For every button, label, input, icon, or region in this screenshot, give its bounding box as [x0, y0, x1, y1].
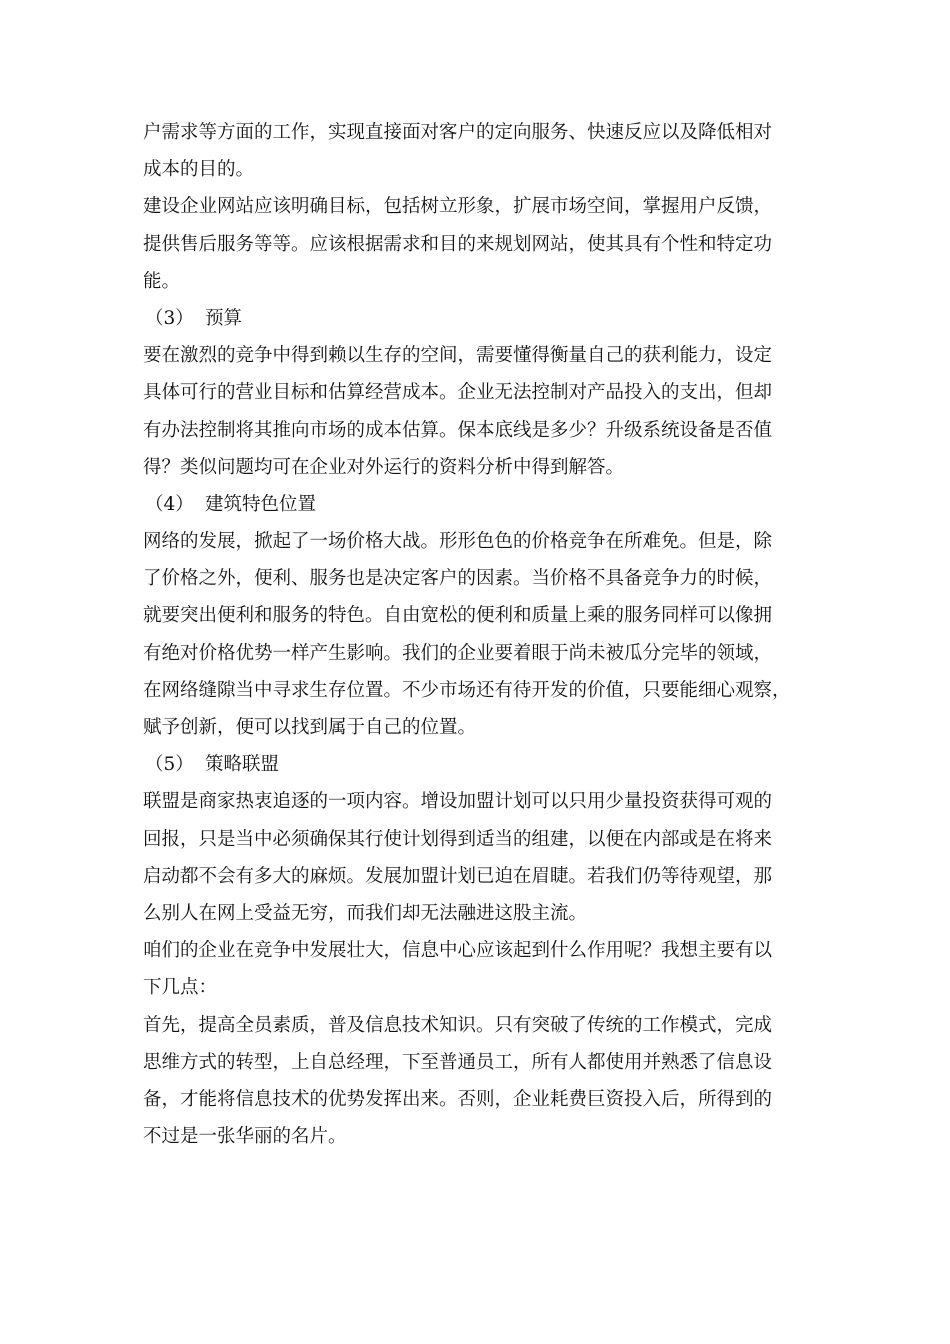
paragraph-line: 了价格之外，便利、服务也是决定客户的因素。当价格不具备竞争力的时候，: [143, 568, 773, 590]
paragraph-line: 咱们的企业在竞争中发展壮大，信息中心应该起到什么作用呢？我想主要有以: [143, 940, 773, 962]
paragraph-line: 成本的目的。: [143, 159, 255, 181]
section-title: 建筑特色位置: [205, 493, 317, 515]
paragraph-line: 思维方式的转型，上自总经理，下至普通员工，所有人都使用并熟悉了信息设: [143, 1051, 773, 1073]
section-title: 预算: [205, 307, 243, 329]
section-number: （3）: [145, 307, 194, 329]
paragraph-line: 备，才能将信息技术的优势发挥出来。否则，企业耗费巨资投入后，所得到的: [143, 1088, 773, 1110]
section-heading: [143, 746, 813, 783]
section-number: （5）: [145, 754, 194, 776]
paragraph-line: 网络的发展，掀起了一场价格大战。形形色色的价格竞争在所难免。但是，除: [143, 531, 773, 553]
paragraph-line: 么别人在网上受益无穷，而我们却无法融进这股主流。: [143, 902, 588, 924]
paragraph-line: 不过是一张华丽的名片。: [143, 1126, 347, 1148]
paragraph-line: 回报，只是当中必须确保其行使计划得到适当的组建，以便在内部或是在将来: [143, 828, 773, 850]
paragraph-line: 启动都不会有多大的麻烦。发展加盟计划已迫在眉睫。若我们仍等待观望，那: [143, 865, 773, 887]
document-body: [143, 114, 813, 1155]
paragraph-line: 得？类似问题均可在企业对外运行的资料分析中得到解答。: [143, 456, 625, 478]
paragraph-line: 在网络缝隙当中寻求生存位置。不少市场还有待开发的价值，只要能细心观察，: [143, 679, 791, 701]
section-heading: [143, 300, 813, 337]
paragraph-line: 联盟是商家热衷追逐的一项内容。增设加盟计划可以只用少量投资获得可观的: [143, 791, 773, 813]
section-heading: [143, 486, 813, 523]
paragraph-line: 有绝对价格优势一样产生影响。我们的企业要着眼于尚未被瓜分完毕的领域，: [143, 642, 773, 664]
paragraph-line: 户需求等方面的工作，实现直接面对客户的定向服务、快速反应以及降低相对: [143, 122, 773, 143]
paragraph-line: 首先，提高全员素质，普及信息技术知识。只有突破了传统的工作模式，完成: [143, 1014, 773, 1036]
paragraph-line: 有办法控制将其推向市场的成本估算。保本底线是多少？升级系统设备是否值: [143, 419, 773, 441]
section-number: （4）: [145, 493, 194, 515]
paragraph-line: 具体可行的营业目标和估算经营成本。企业无法控制对产品投入的支出，但却: [143, 382, 773, 404]
paragraph-line: 就要突出便利和服务的特色。自由宽松的便利和质量上乘的服务同样可以像拥: [143, 605, 773, 627]
paragraph-line: 建设企业网站应该明确目标，包括树立形象，扩展市场空间，掌握用户反馈，: [143, 196, 773, 218]
section-title: 策略联盟: [205, 754, 280, 776]
paragraph-line: 赋予创新，便可以找到属于自己的位置。: [143, 717, 477, 738]
paragraph-line: 提供售后服务等等。应该根据需求和目的来规划网站，使其具有个性和特定功: [143, 233, 773, 255]
paragraph-line: 下几点：: [143, 977, 218, 999]
paragraph-line: 要在激烈的竞争中得到赖以生存的空间，需要懂得衡量自己的获利能力，设定: [143, 345, 773, 367]
paragraph-line: 能。: [143, 270, 181, 292]
